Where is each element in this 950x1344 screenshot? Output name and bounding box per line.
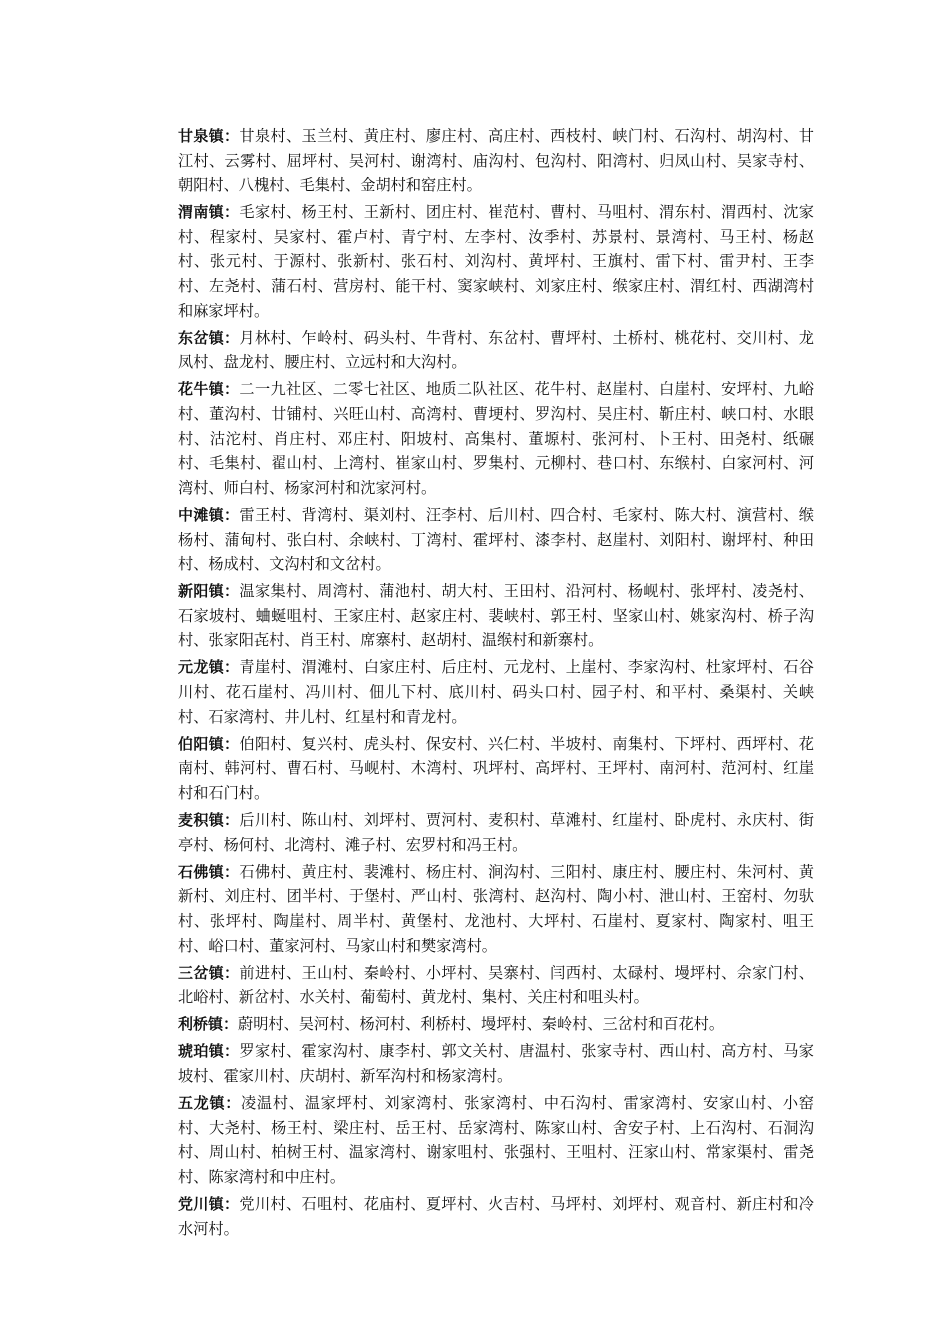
town-entry [178,377,814,500]
town-name: 利桥镇： [178,1015,239,1034]
town-name: 花牛镇： [178,380,240,399]
town-entry [178,1091,814,1189]
document-page [178,124,814,1244]
town-name: 中滩镇： [178,505,240,524]
town-entry [178,124,814,198]
town-name: 琥珀镇： [178,1042,240,1061]
town-name: 新阳镇： [178,582,240,601]
village-list: 党川村、石咀村、花庙村、夏坪村、火吉村、马坪村、刘坪村、观音村、新庄村和冷水河村。 [178,1194,814,1238]
village-list: 罗家村、霍家沟村、康李村、郭文关村、唐温村、张家寺村、西山村、高方村、马家坡村、霍家川村、庆胡村、新军沟村和杨家湾村。 [178,1042,814,1085]
town-entry [178,579,814,653]
town-name: 东岔镇： [178,328,240,347]
town-entry [178,1192,814,1241]
town-entry [178,732,814,806]
town-name: 伯阳镇： [178,734,240,753]
town-entry [178,200,814,323]
town-entry [178,961,814,1010]
village-list: 后川村、陈山村、刘坪村、贾河村、麦积村、草滩村、红崖村、卧虎村、永庆村、街亭村、杨何村、北湾村、滩子村、宏罗村和冯王村。 [178,811,814,854]
village-list: 前进村、王山村、秦岭村、小坪村、吴寨村、闫西村、太碌村、墁坪村、佘家门村、北峪村、新岔村、水关村、葡萄村、黄龙村、集村、关庄村和咀头村。 [178,963,814,1007]
town-name: 石佛镇： [178,862,240,881]
town-entry [178,808,814,857]
town-name: 五龙镇： [178,1094,241,1113]
town-name: 党川镇： [178,1194,240,1213]
village-list: 伯阳村、复兴村、虎头村、保安村、兴仁村、半坡村、南集村、下坪村、西坪村、花南村、韩河村、曹石村、马岘村、木湾村、巩坪村、高坪村、王坪村、南河村、范河村、红崖村和石门村。 [178,734,814,802]
town-name: 三岔镇： [178,963,240,982]
town-entry [178,655,814,729]
town-entry [178,860,814,958]
village-list: 石佛村、黄庄村、裴滩村、杨庄村、涧沟村、三阳村、康庄村、腰庄村、朱河村、黄新村、刘庄村、团半村、于堡村、严山村、张湾村、赵沟村、陶小村、泄山村、王窑村、勿驮村、张坪村、陶崖村、周半村、黄堡村、龙池村、大坪村、石崖村、夏家村、陶家村、咀王村、峪口村、董家河村、马家山村和樊家湾村。 [178,862,814,955]
town-name: 渭南镇： [178,203,240,222]
town-entry [178,326,814,375]
village-list: 温家集村、周湾村、蒲池村、胡大村、王田村、沿河村、杨岘村、张坪村、凌尧村、石家坡村、蛐蜒咀村、王家庄村、赵家庄村、裴峡村、郭王村、坚家山村、姚家沟村、桥子沟村、张家阳㐂村、肖王村、席寨村、赵胡村、温缑村和新寨村。 [178,582,814,650]
village-list: 月林村、乍岭村、码头村、牛背村、东岔村、曹坪村、土桥村、桃花村、交川村、龙凤村、盘龙村、腰庄村、立远村和大沟村。 [178,328,814,372]
village-list: 凌温村、温家坪村、刘家湾村、张家湾村、中石沟村、雷家湾村、安家山村、小窑村、大尧村、杨王村、梁庄村、岳王村、岳家湾村、陈家山村、舍安子村、上石沟村、石洞沟村、周山村、柏树王村、温家湾村、谢家咀村、张强村、王咀村、汪家山村、常家渠村、雷尧村、陈家湾村和中庄村。 [178,1094,814,1186]
town-entry [178,1012,814,1037]
town-name: 甘泉镇： [178,127,240,145]
village-list: 毛家村、杨王村、王新村、团庄村、崔范村、曹村、马咀村、渭东村、渭西村、沈家村、程家村、吴家村、霍卢村、青宁村、左李村、汝季村、苏景村、景湾村、马王村、杨赵村、张元村、于源村、张新村、张石村、刘沟村、黄坪村、王旗村、雷下村、雷尹村、王李村、左尧村、蒲石村、营房村、能干村、窦家峡村、刘家庄村、缑家庄村、渭红村、西湖湾村和麻家坪村。 [178,203,814,320]
town-entry [178,1039,814,1088]
town-name: 元龙镇： [178,658,240,677]
town-name: 麦积镇： [178,811,240,830]
village-list: 蔚明村、吴河村、杨河村、利桥村、墁坪村、秦岭村、三岔村和百花村。 [238,1015,725,1034]
town-entry [178,503,814,577]
village-list: 青崖村、渭滩村、白家庄村、后庄村、元龙村、上崖村、李家沟村、杜家坪村、石谷川村、花石崖村、冯川村、佃儿下村、底川村、码头口村、园子村、和平村、桑渠村、关峡村、石家湾村、井儿村、红星村和青龙村。 [178,658,814,726]
village-list: 甘泉村、玉兰村、黄庄村、廖庄村、高庄村、西枝村、峡门村、石沟村、胡沟村、甘江村、云雾村、屈坪村、吴河村、谢湾村、庙沟村、包沟村、阳湾村、归凤山村、吴家寺村、朝阳村、八槐村、毛集村、金胡村和窑庄村。 [178,127,814,195]
village-list: 雷王村、背湾村、渠刘村、汪李村、后川村、四合村、毛家村、陈大村、演营村、缑杨村、蒲甸村、张白村、余峡村、丁湾村、霍坪村、漆李村、赵崖村、刘阳村、谢坪村、种田村、杨成村、文沟村和文岔村。 [178,505,814,574]
village-list: 二一九社区、二零七社区、地质二队社区、花牛村、赵崖村、白崖村、安坪村、九峪村、董沟村、廿铺村、兴旺山村、高湾村、曹埂村、罗沟村、吴庄村、靳庄村、峡口村、水眼村、沽沱村、肖庄村、邓庄村、阳坡村、高集村、董塬村、张河村、卜王村、田尧村、纸碾村、毛集村、翟山村、上湾村、崔家山村、罗集村、元柳村、巷口村、东缑村、白家河村、河湾村、师白村、杨家河村和沈家河村。 [178,380,814,497]
